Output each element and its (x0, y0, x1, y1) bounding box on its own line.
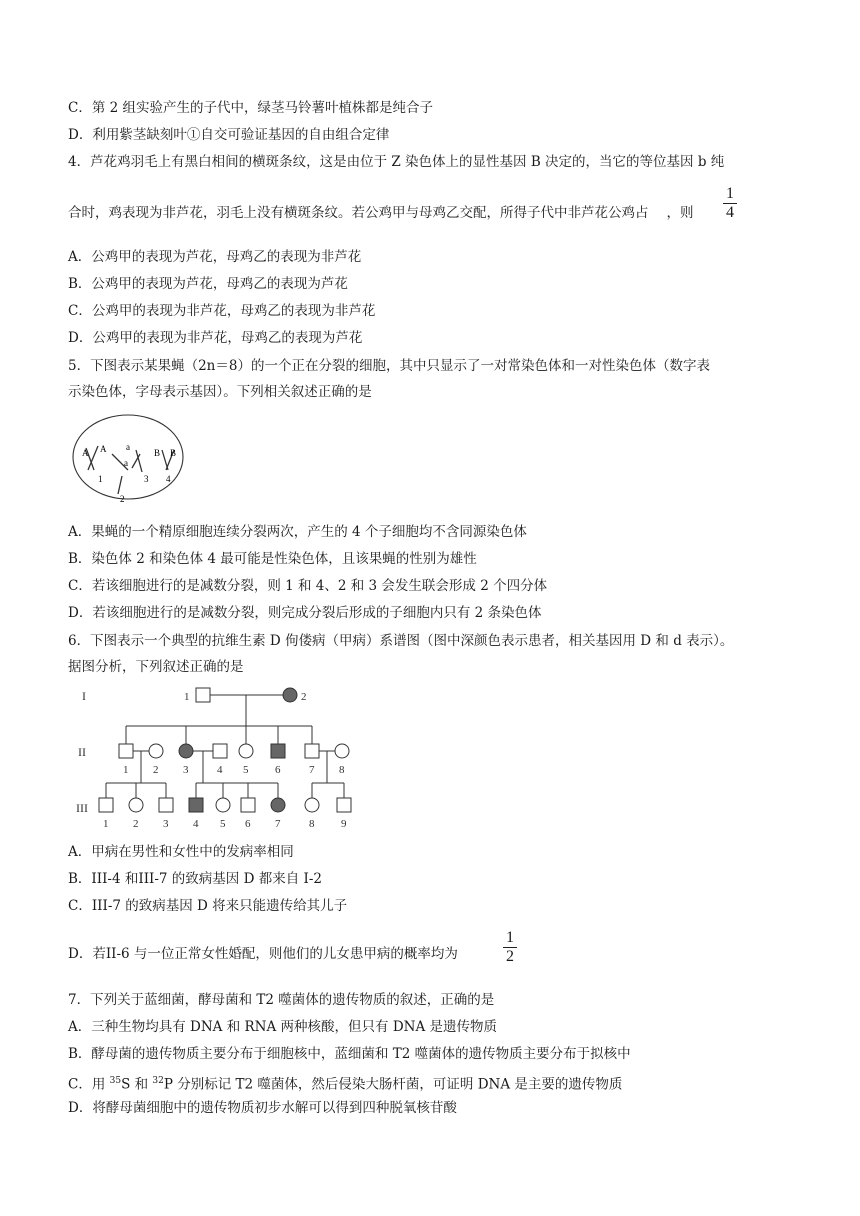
q5-stem-line2: 示染色体，字母表示基因）。下列相关叙述正确的是 (68, 384, 372, 400)
pedigree-female-normal (129, 798, 143, 812)
q4-option-c: C．公鸡甲的表现为非芦花，母鸡乙的表现为非芦花 (68, 303, 376, 319)
q5-option-b: B．染色体 2 和染色体 4 最可能是性染色体，且该果蝇的性别为雄性 (68, 551, 477, 567)
q7-option-d: D．将酵母菌细胞中的遗传物质初步水解可以得到四种脱氧核苷酸 (68, 1100, 457, 1116)
gen-label-III: III (76, 801, 88, 815)
pedigree-number: 1 (123, 764, 129, 776)
isotope-mass-32: 32 (152, 1076, 164, 1086)
q6-fraction-num: 1 (506, 929, 514, 946)
q6-fraction-den: 2 (506, 948, 514, 965)
pedigree-female-normal (239, 744, 253, 758)
q4-option-a: A．公鸡甲的表现为芦花，母鸡乙的表现为非芦花 (68, 249, 362, 265)
q3-option-d: D．利用紫茎缺刻叶①自交可验证基因的自由组合定律 (68, 127, 390, 143)
pedigree-number: 2 (153, 764, 159, 776)
q7-option-a: A．三种生物均具有 DNA 和 RNA 两种核酸，但只有 DNA 是遗传物质 (68, 1019, 497, 1035)
q5-option-d: D．若该细胞进行的是减数分裂，则完成分裂后形成的子细胞内只有 2 条染色体 (68, 605, 542, 621)
chromosome-number-1: 1 (98, 474, 103, 484)
chromosome-number-4: 4 (166, 474, 171, 484)
chromosome-3 (136, 450, 142, 472)
pedigree-number: 4 (217, 764, 223, 776)
pedigree-number: 2 (301, 691, 307, 703)
pedigree-chart (68, 680, 368, 835)
pedigree-male-normal (241, 798, 255, 812)
pedigree-female-affected (271, 798, 285, 812)
q6-option-c: C．III-7 的致病基因 D 将来只能遗传给其儿子 (68, 898, 348, 914)
q6-fraction (503, 930, 517, 965)
pedigree-number: 6 (245, 818, 251, 830)
pedigree-number: 9 (341, 818, 347, 830)
q5-option-c: C．若该细胞进行的是减数分裂，则 1 和 4、2 和 3 会发生联会形成 2 个四分体 (68, 578, 548, 594)
q5-option-a: A．果蝇的一个精原细胞连续分裂两次，产生的 4 个子细胞均不含同源染色体 (68, 524, 527, 540)
pedigree-number: 7 (275, 818, 281, 830)
gene-label-A: A (82, 448, 89, 458)
pedigree-number: 3 (163, 818, 169, 830)
pedigree-number: 5 (243, 764, 249, 776)
q7-c-prefix: C．用 (68, 1076, 110, 1093)
pedigree-male-normal (213, 744, 227, 758)
q4-stem-tail: ，则 (666, 205, 694, 221)
q4-stem-line1: 4．芦花鸡羽毛上有黑白相间的横斑条纹，这是由位于 Z 染色体上的显性基因 B 决定的，当它的等位基因 b 纯 (68, 154, 725, 170)
chromosome-2-tail (118, 476, 122, 494)
pedigree-number: 2 (133, 818, 139, 830)
chromosome-number-3: 3 (144, 474, 149, 484)
pedigree-male-normal (99, 798, 113, 812)
pedigree-number: 1 (103, 818, 109, 830)
pedigree-number: 7 (309, 764, 315, 776)
pedigree-male-normal (119, 744, 133, 758)
pedigree-male-normal (337, 798, 351, 812)
q7-option-b: B．酵母菌的遗传物质主要分布于细胞核中，蓝细菌和 T2 噬菌体的遗传物质主要分布于拟核中 (68, 1046, 631, 1062)
pedigree-number: 8 (309, 818, 315, 830)
q6-stem-line1: 6．下图表示一个典型的抗维生素 D 佝偻病（甲病）系谱图（图中深颜色表示患者，相关基因用 D 和 d 表示）。 (68, 633, 734, 649)
q6-stem-line2: 据图分析，下列叙述正确的是 (68, 659, 244, 675)
pedigree-female-normal (216, 798, 230, 812)
pedigree-number: 1 (184, 691, 190, 703)
pedigree-number: 4 (193, 818, 199, 830)
pedigree-female-normal (149, 744, 163, 758)
isotope-mass-35: 35 (109, 1076, 122, 1086)
q6-option-a: A．甲病在男性和女性中的发病率相同 (68, 844, 294, 860)
pedigree-male-affected (271, 744, 285, 758)
q4-fraction-num: 1 (726, 185, 734, 202)
pedigree-female-affected (179, 744, 193, 758)
pedigree-male-normal (196, 688, 210, 702)
gene-label-B: B (170, 448, 177, 458)
gen-label-I: I (82, 689, 86, 703)
gen-label-II: II (78, 745, 86, 759)
gene-label-a: a (126, 442, 130, 452)
pedigree-male-normal (159, 798, 173, 812)
pedigree-number: 3 (183, 764, 189, 776)
q4-fraction (723, 186, 737, 221)
q7-c-suffix: P 分别标记 T2 噬菌体，然后侵染大肠杆菌，可证明 DNA 是主要的遗传物质 (163, 1076, 623, 1093)
q6-option-b: B．III-4 和III-7 的致病基因 D 都来自 I-2 (68, 871, 322, 887)
pedigree-male-affected (189, 798, 203, 812)
pedigree-female-affected (283, 688, 297, 702)
pedigree-number: 8 (339, 764, 345, 776)
q7-option-c (68, 1071, 622, 1095)
q4-option-d: D．公鸡甲的表现为非芦花，母鸡乙的表现为芦花 (68, 330, 363, 346)
q5-stem-line1: 5．下图表示某果蝇（2n＝8）的一个正在分裂的细胞，其中只显示了一对常染色体和一对性染色体（数字表 (68, 358, 710, 374)
q4-stem-line2 (68, 203, 694, 223)
pedigree-female-normal (305, 798, 319, 812)
gene-label-A: A (100, 444, 107, 454)
q7-c-middle: S 和 (121, 1076, 153, 1093)
pedigree-number: 5 (220, 818, 226, 830)
dividing-cell-figure (70, 410, 195, 510)
chromosome-number-2: 2 (120, 494, 125, 504)
q4-stem-text: 合时，鸡表现为非芦花，羽毛上没有横斑条纹。若公鸡甲与母鸡乙交配，所得子代中非芦花公鸡占 (68, 205, 649, 221)
gene-label-B: B (154, 448, 161, 458)
q7-stem: 7．下列关于蓝细菌，酵母菌和 T2 噬菌体的遗传物质的叙述，正确的是 (68, 992, 495, 1008)
pedigree-female-normal (335, 744, 349, 758)
q4-option-b: B．公鸡甲的表现为芦花，母鸡乙的表现为芦花 (68, 276, 348, 292)
pedigree-male-normal (305, 744, 319, 758)
q3-option-c: C．第 2 组实验产生的子代中，绿茎马铃薯叶植株都是纯合子 (68, 100, 434, 116)
gene-label-a: a (124, 458, 128, 468)
q4-fraction-den: 4 (726, 204, 734, 221)
q6-option-d: D．若II-6 与一位正常女性婚配，则他们的儿女患甲病的概率均为 (68, 946, 458, 962)
pedigree-number: 6 (275, 764, 281, 776)
